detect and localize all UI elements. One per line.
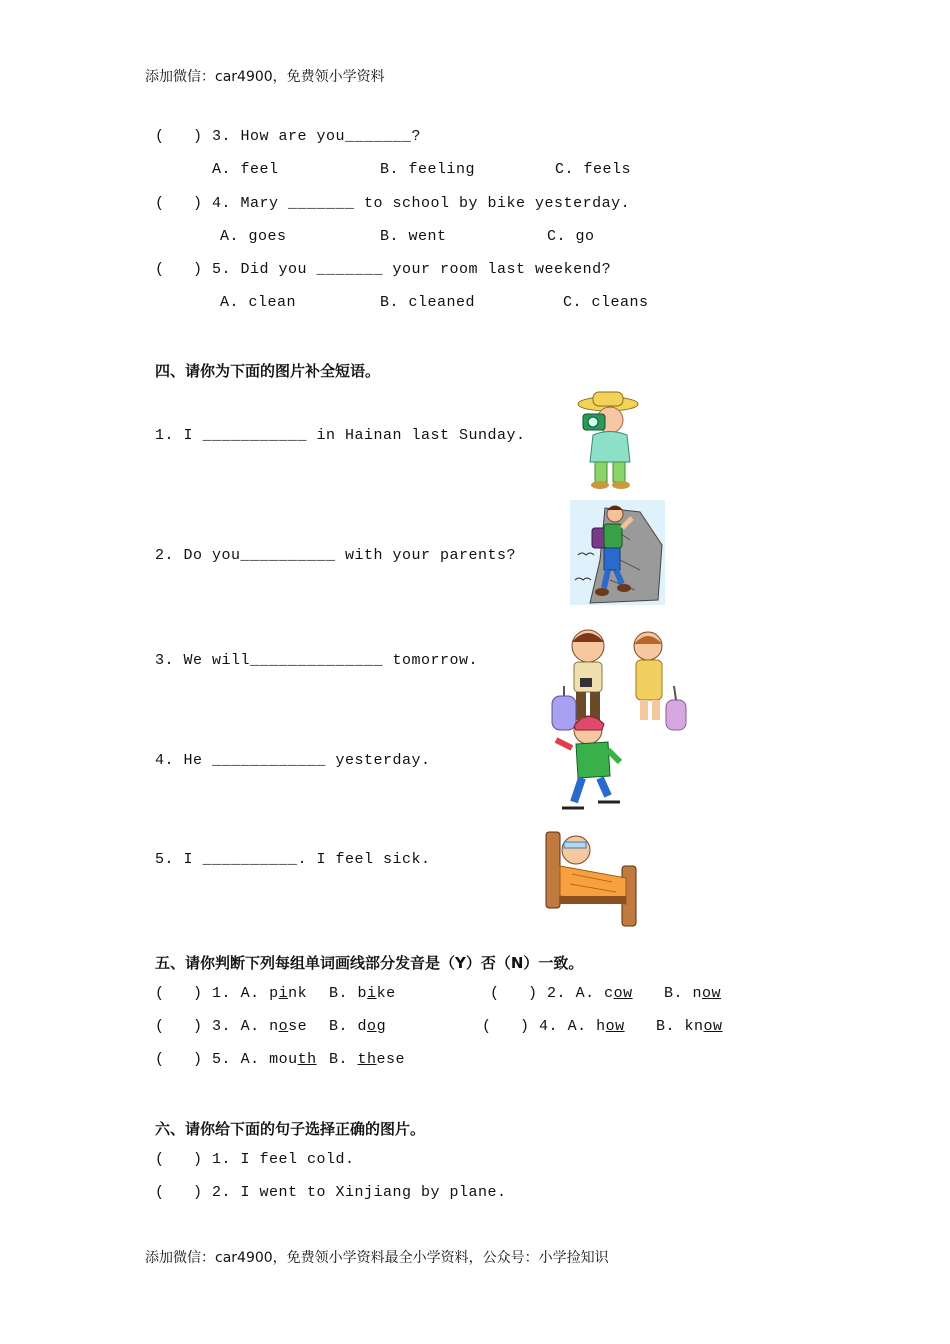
question-5-option-c: C. cleans xyxy=(563,294,649,311)
question-3-option-a: A. feel xyxy=(212,161,279,178)
section-5-item-3: ( ) 3. A. nose xyxy=(155,1018,308,1035)
section-5-item-2: ( ) 2. A. cow xyxy=(490,985,633,1002)
underlined-letters: th xyxy=(357,1051,377,1068)
boy-skating-image xyxy=(548,710,623,820)
underlined-letters: o xyxy=(367,1018,377,1035)
question-3-option-c: C. feels xyxy=(555,161,632,178)
question-5-stem: ( ) 5. Did you _______ your room last weekend? xyxy=(155,261,612,278)
question-5-option-a: A. clean xyxy=(220,294,297,311)
underlined-letters: ow xyxy=(613,985,633,1002)
answer-blank[interactable]: ( ) xyxy=(155,985,203,1002)
section-4-item-2: 2. Do you__________ with your parents? xyxy=(155,547,517,564)
question-4-option-a: A. goes xyxy=(220,228,287,245)
header-note: 添加微信：car4900，免费领小学资料 xyxy=(145,69,385,85)
section-6-item-1: ( ) 1. I feel cold. xyxy=(155,1151,355,1168)
question-3-stem: ( ) 3. How are you_______? xyxy=(155,128,422,145)
section-4-title: 四、请你为下面的图片补全短语。 xyxy=(155,362,381,380)
section-4-item-4: 4. He ____________ yesterday. xyxy=(155,752,431,769)
footer-note: 添加微信：car4900，免费领小学资料最全小学资料，公众号：小学捡知识 xyxy=(145,1250,609,1266)
section-5-title: 五、请你判断下列每组单词画线部分发音是（Y）否（N）一致。 xyxy=(155,954,584,972)
section-5-item-2-b: B. now xyxy=(664,985,722,1002)
question-4-option-b: B. went xyxy=(380,228,447,245)
underlined-letters: ow xyxy=(703,1018,723,1035)
question-5-option-b: B. cleaned xyxy=(380,294,476,311)
question-3-option-b: B. feeling xyxy=(380,161,476,178)
section-5-item-5-b: B. these xyxy=(329,1051,406,1068)
section-6-title: 六、请你给下面的句子选择正确的图片。 xyxy=(155,1120,426,1138)
question-4-stem: ( ) 4. Mary _______ to school by bike yesterday. xyxy=(155,195,631,212)
underlined-letters: i xyxy=(278,985,289,1002)
sick-child-in-bed-image xyxy=(542,826,640,928)
tourist-with-camera-image xyxy=(575,390,645,490)
section-5-item-1-b: B. bike xyxy=(329,985,396,1002)
section-6-item-2: ( ) 2. I went to Xinjiang by plane. xyxy=(155,1184,507,1201)
section-4-item-1: 1. I ___________ in Hainan last Sunday. xyxy=(155,427,526,444)
section-4-item-3: 3. We will______________ tomorrow. xyxy=(155,652,479,669)
underlined-letters: o xyxy=(278,1018,289,1035)
section-4-item-5: 5. I __________. I feel sick. xyxy=(155,851,431,868)
answer-blank[interactable]: ( ) xyxy=(490,985,538,1002)
underlined-letters: th xyxy=(297,1051,317,1068)
section-5-item-4: ( ) 4. A. how xyxy=(482,1018,625,1035)
answer-blank[interactable]: ( ) xyxy=(482,1018,530,1035)
question-4-option-c: C. go xyxy=(547,228,595,245)
answer-blank[interactable]: ( ) xyxy=(155,1051,203,1068)
section-5-item-1: ( ) 1. A. pink xyxy=(155,985,308,1002)
section-5-item-5: ( ) 5. A. mouth xyxy=(155,1051,317,1068)
section-5-item-3-b: B. dog xyxy=(329,1018,387,1035)
section-5-item-4-b: B. know xyxy=(656,1018,723,1035)
underlined-letters: ow xyxy=(702,985,722,1002)
boy-climbing-mountain-image xyxy=(570,500,665,605)
answer-blank[interactable]: ( ) xyxy=(155,1018,203,1035)
underlined-letters: i xyxy=(367,985,377,1002)
underlined-letters: ow xyxy=(605,1018,625,1035)
